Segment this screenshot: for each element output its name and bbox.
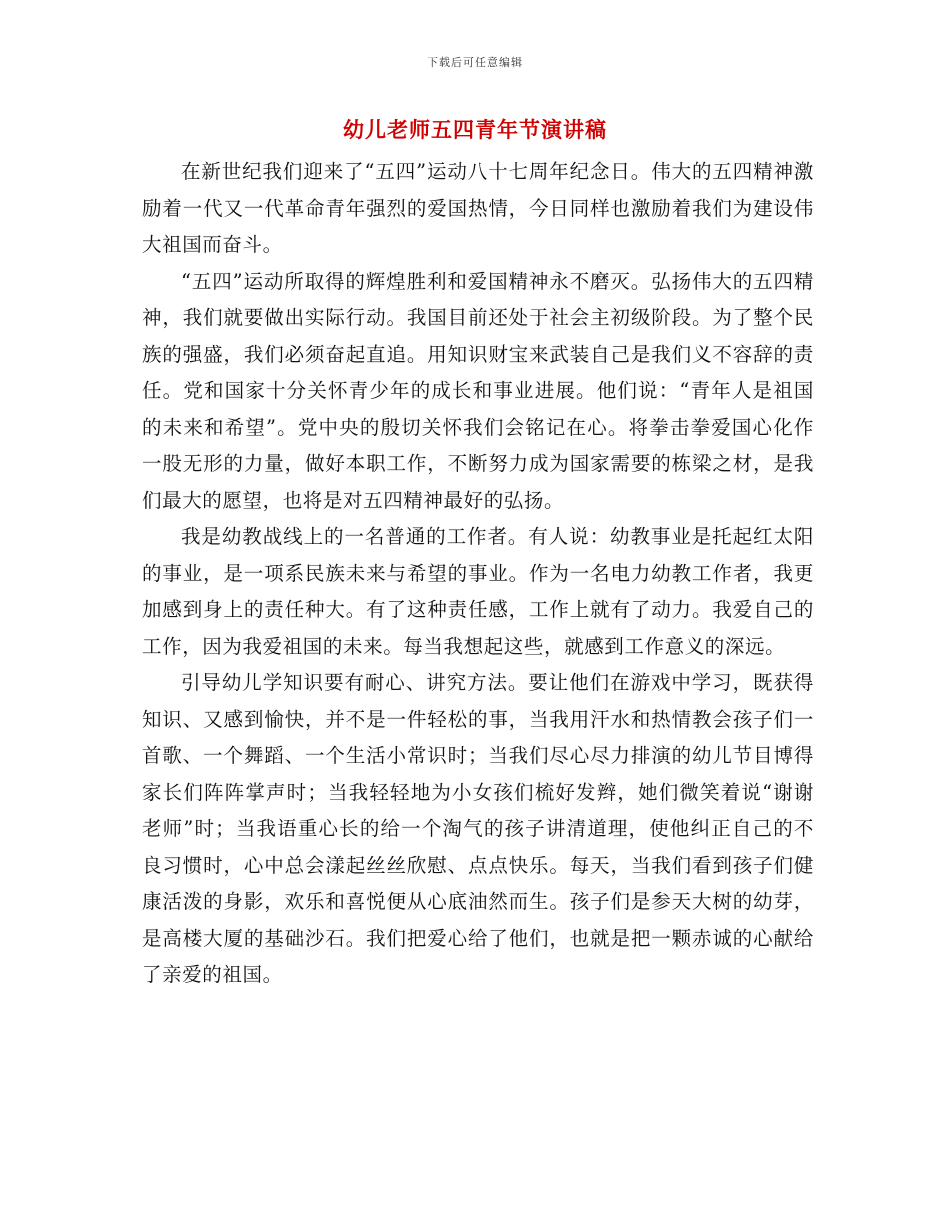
document-title: 幼儿老师五四青年节演讲稿 [343, 117, 607, 142]
header-note: 下载后可任意编辑 [427, 56, 523, 69]
paragraph: 引导幼儿学知识要有耐心、讲究方法。要让他们在游戏中学习，既获得知识、又感到愉快，并不是一件轻松的事，当我用汗水和热情教会孩子们一首歌、一个舞蹈、一个生活小常识时；当我们尽心尽力排演的幼儿节目博得家长们阵阵掌声时；当我轻轻地为小女孩们梳好发辫，她们微笑着说“谢谢老师”时；当我语重心长的给一个淘气的孩子讲清道理，使他纠正自己的不良习惯时，心中总会漾起丝丝欣慰、点点快乐。每天，当我们看到孩子们健康活泼的身影，欢乐和喜悦便从心底油然而生。孩子们是参天大树的幼芽，是高楼大厦的基础沙石。我们把爱心给了他们，也就是把一颗赤诚的心献给了亲爱的祖国。 [142, 671, 814, 986]
paragraph: “五四”运动所取得的辉煌胜利和爱国精神永不磨灭。弘扬伟大的五四精神，我们就要做出实际行动。我国目前还处于社会主初级阶段。为了整个民族的强盛，我们必须奋起直追。用知识财宝来武装自己是我们义不容辞的责任。党和国家十分关怀青少年的成长和事业进展。他们说：“青年人是祖国的未来和希望”。党中央的殷切关怀我们会铭记在心。将拳击拳爱国心化作一股无形的力量，做好本职工作，不断努力成为国家需要的栋梁之材，是我们最大的愿望，也将是对五四精神最好的弘扬。 [142, 269, 814, 512]
document-body [142, 154, 814, 994]
paragraph: 在新世纪我们迎来了“五四”运动八十七周年纪念日。伟大的五四精神激励着一代又一代革命青年强烈的爱国热情，今日同样也激励着我们为建设伟大祖国而奋斗。 [142, 160, 814, 256]
paragraph: 我是幼教战线上的一名普通的工作者。有人说：幼教事业是托起红太阳的事业，是一项系民族未来与希望的事业。作为一名电力幼教工作者，我更加感到身上的责任种大。有了这种责任感，工作上就有了动力。我爱自己的工作，因为我爱祖国的未来。每当我想起这些，就感到工作意义的深远。 [142, 525, 814, 658]
